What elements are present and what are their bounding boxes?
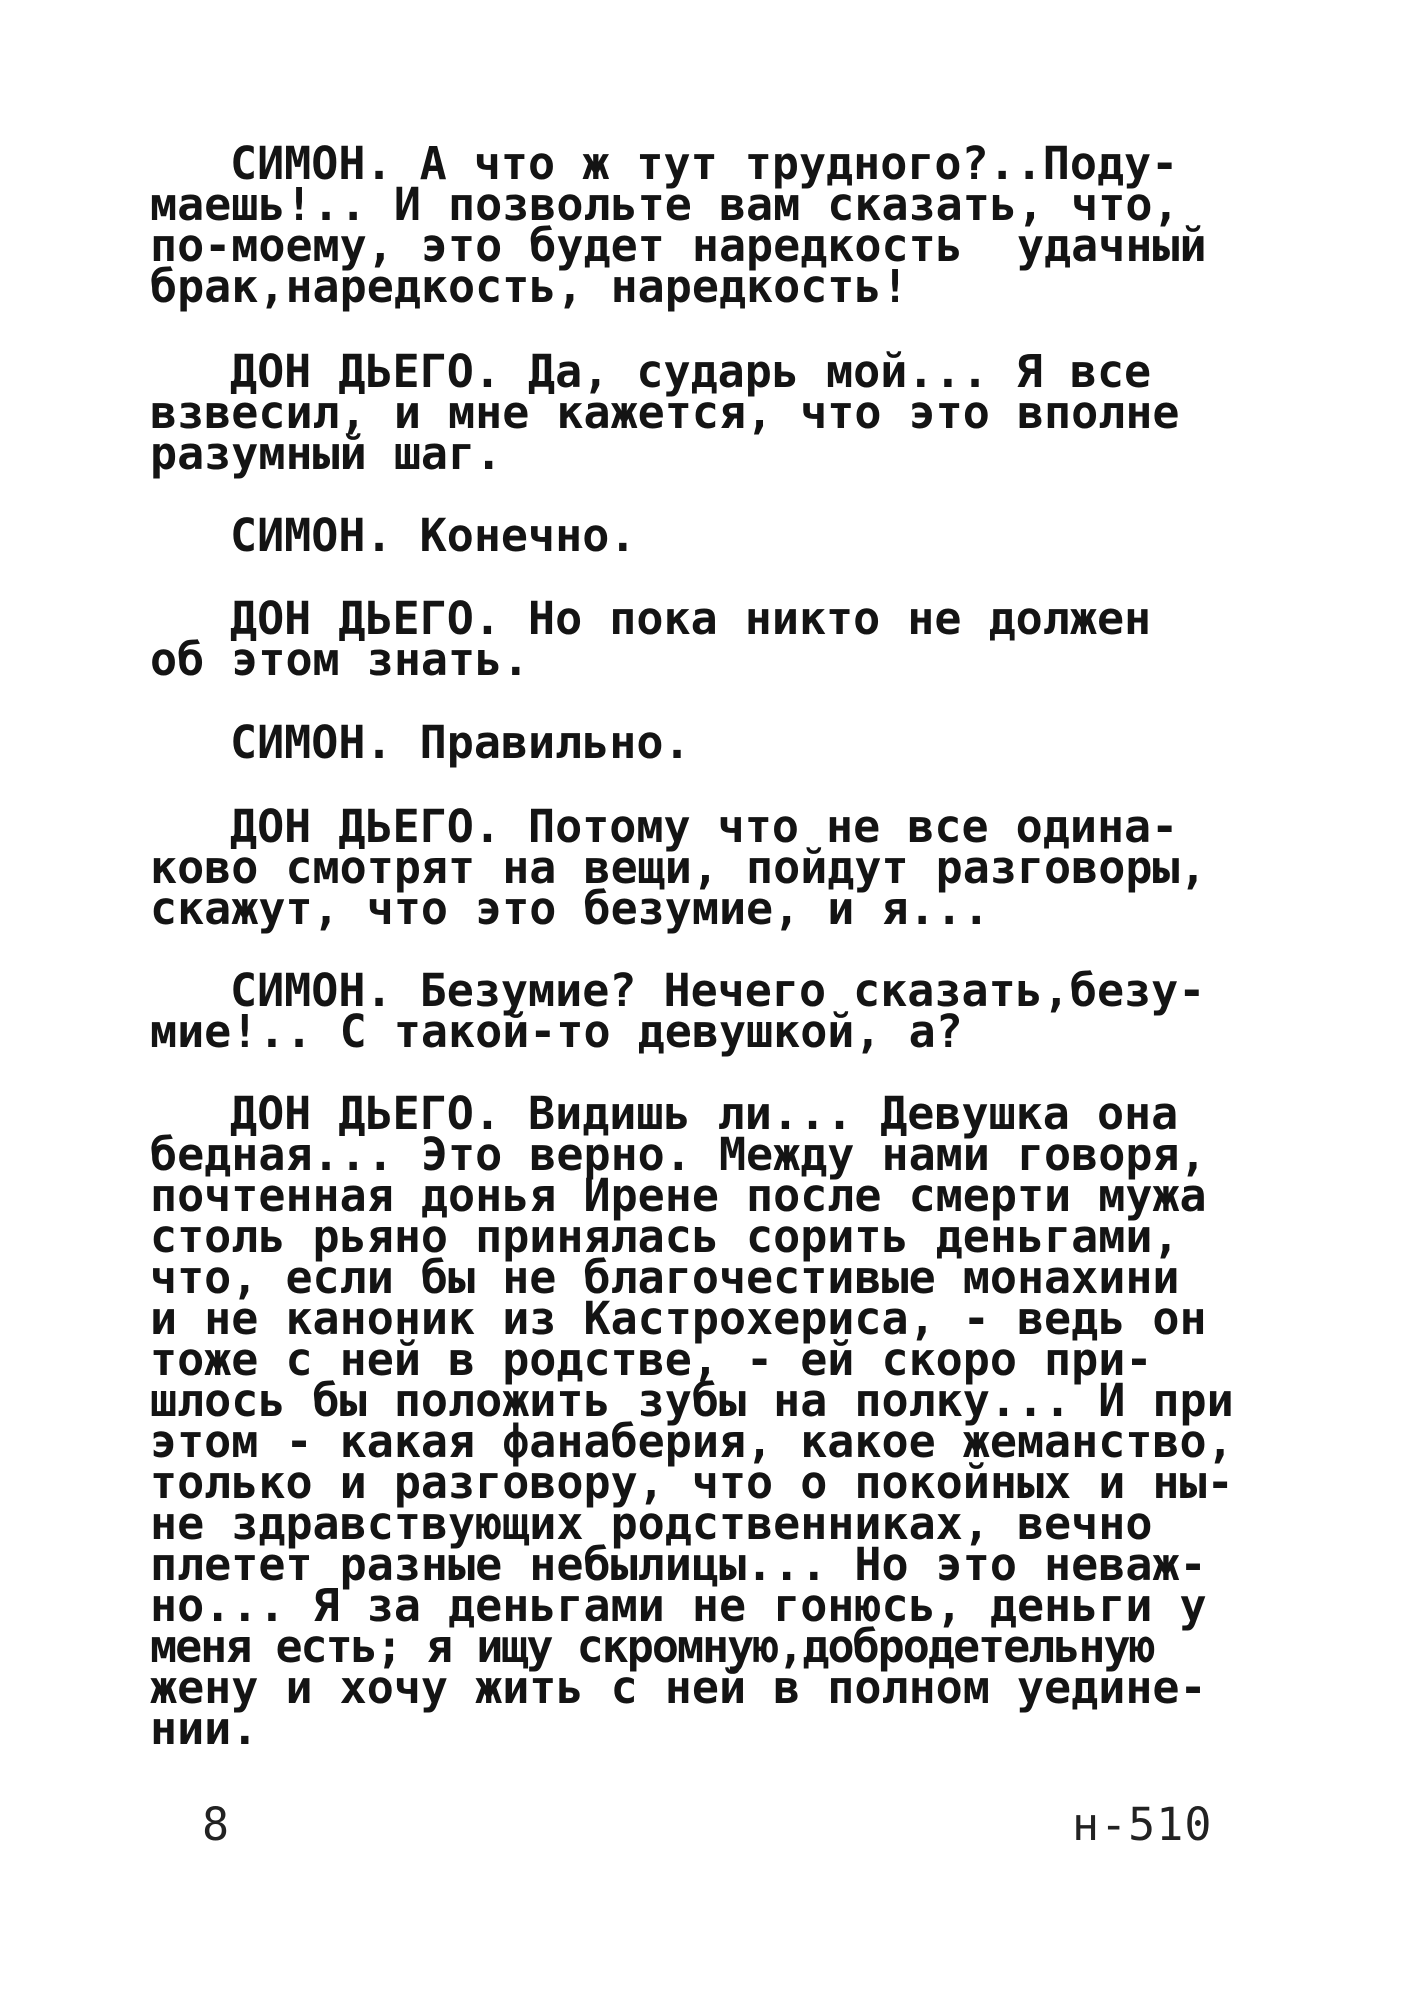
text-line: тоже с ней в родстве, - ей скоро при-: [150, 1333, 1153, 1386]
text-line: не здравствующих родственниках, вечно: [150, 1497, 1153, 1550]
dialogue-paragraph: [150, 1087, 1290, 1755]
document-code: н-510: [1072, 1798, 1213, 1851]
text-line: ДОН ДЬЕГО. Но пока никто не должен: [230, 592, 1152, 645]
text-line: СИМОН. Правильно.: [230, 716, 691, 769]
text-line: и не каноник из Кастрохериса, - ведь он: [150, 1292, 1207, 1345]
text-line: брак,наредкость, наредкость!: [150, 260, 909, 313]
dialogue-paragraph: [150, 137, 1290, 313]
dialogue-paragraph: [150, 345, 1290, 480]
dialogue-paragraph: [150, 716, 1290, 769]
text-line: взвесил, и мне кажется, что это вполне: [150, 386, 1180, 439]
text-line: что, если бы не благочестивые монахини: [150, 1251, 1180, 1304]
text-line: ДОН ДЬЕГО. Да, сударь мой... Я все: [230, 345, 1152, 398]
page-number: 8: [202, 1798, 230, 1851]
text-line: об этом знать.: [150, 633, 530, 686]
text-line: ДОН ДЬЕГО. Потому что не все одина-: [230, 800, 1179, 853]
dialogue-paragraph: [150, 592, 1290, 686]
text-line: СИМОН. Безумие? Нечего сказать,безу-: [230, 964, 1206, 1017]
dialogue-paragraph: [150, 509, 1290, 562]
text-line: жену и хочу жить с ней в полном уедине-: [150, 1661, 1207, 1714]
dialogue-paragraph: [150, 964, 1290, 1058]
text-line: ДОН ДЬЕГО. Видишь ли... Девушка она: [230, 1087, 1179, 1140]
text-line: плетет разные небылицы... Но это неваж-: [150, 1538, 1207, 1591]
text-line: бедная... Это верно. Между нами говоря,: [150, 1128, 1207, 1181]
text-line: по-моему, это будет наредкость удачный: [150, 219, 1207, 272]
text-line: но... Я за деньгами не гонюсь, деньги у: [150, 1579, 1207, 1632]
text-line: меня есть; я ищу скромную,добродетельную: [150, 1620, 1154, 1673]
text-line: маешь!.. И позвольте вам сказать, что,: [150, 178, 1180, 231]
text-line: этом - какая фанаберия, какое жеманство,: [150, 1415, 1234, 1468]
dialogue-paragraph: [150, 800, 1290, 935]
text-line: нии.: [150, 1702, 259, 1755]
text-line: СИМОН. А что ж тут трудного?..Поду-: [230, 137, 1179, 190]
text-line: мие!.. С такой-то девушкой, а?: [150, 1005, 963, 1058]
text-line: разумный шаг.: [150, 427, 503, 480]
text-line: шлось бы положить зубы на полку... И при: [150, 1374, 1234, 1427]
text-line: ково смотрят на вещи, пойдут разговоры,: [150, 841, 1207, 894]
text-line: скажут, что это безумие, и я...: [150, 882, 990, 935]
text-line: столь рьяно принялась сорить деньгами,: [150, 1210, 1180, 1263]
text-line: почтенная донья Ирене после смерти мужа: [150, 1169, 1207, 1222]
text-line: СИМОН. Конечно.: [230, 509, 637, 562]
text-line: только и разговору, что о покойных и ны-: [150, 1456, 1234, 1509]
